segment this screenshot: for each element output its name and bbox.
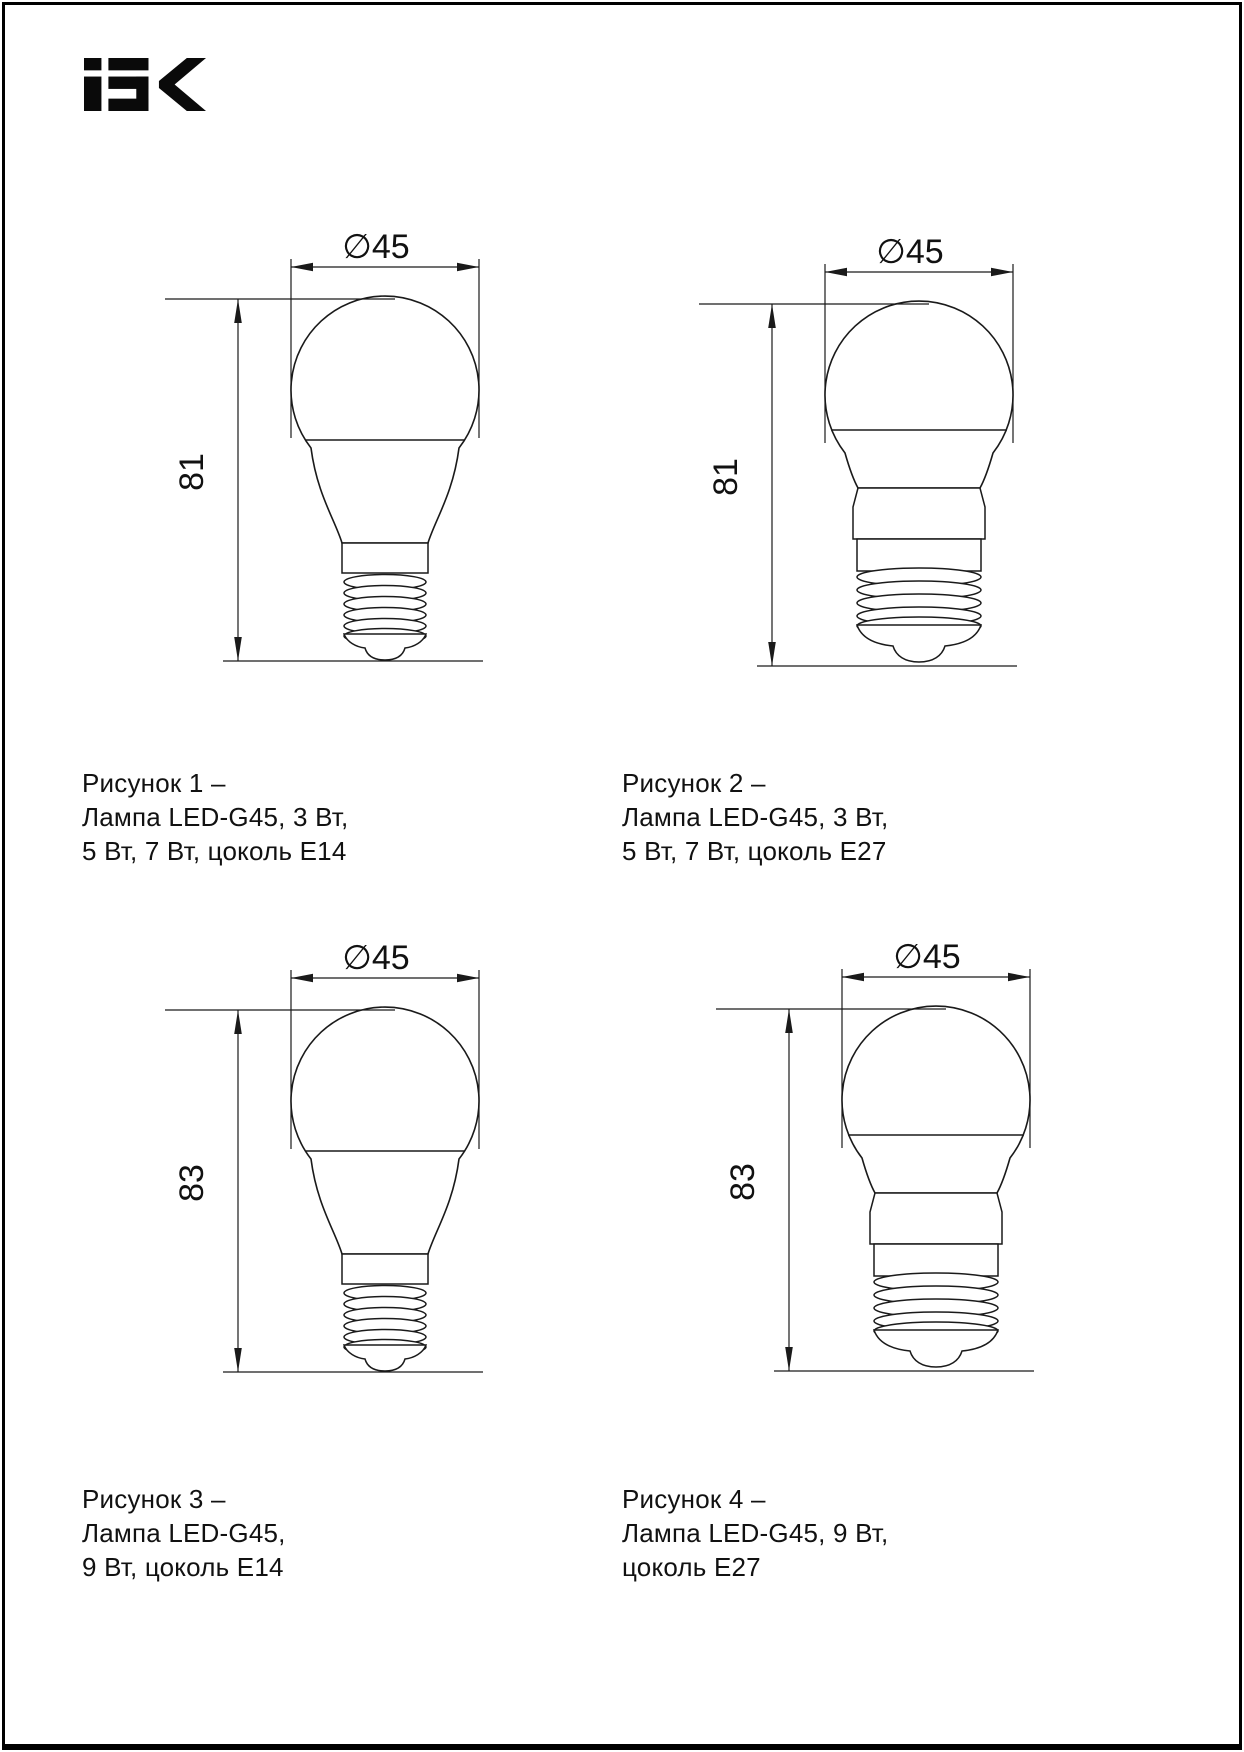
figure-3-drawing: [163, 911, 493, 1391]
lamp-drawing-e27: [842, 1006, 1030, 1367]
diameter-label: ∅45: [876, 233, 944, 271]
caption-line: 5 Вт, 7 Вт, цоколь E27: [622, 836, 887, 866]
diameter-label: ∅45: [893, 938, 961, 976]
caption-line: Лампа LED-G45,: [82, 1518, 286, 1548]
figure-4: [714, 910, 1044, 1390]
figure-2-drawing: [697, 205, 1027, 685]
figure-2-caption: [622, 766, 888, 868]
caption-line: 5 Вт, 7 Вт, цоколь E14: [82, 836, 347, 866]
caption-line: 9 Вт, цоколь E14: [82, 1552, 284, 1582]
lamp-drawing-e14: [291, 1007, 479, 1371]
figure-3-caption: [82, 1482, 286, 1584]
height-label: 81: [707, 458, 745, 496]
lamp-drawing-e14: [291, 296, 479, 660]
caption-line: Рисунок 2 –: [622, 768, 766, 798]
iek-logo-graphic: [84, 58, 206, 111]
diameter-label: ∅45: [342, 228, 410, 266]
lamp-drawing-e27: [825, 301, 1013, 662]
figure-1-drawing: [163, 200, 493, 680]
height-label: 81: [173, 453, 211, 491]
diameter-label: ∅45: [342, 939, 410, 977]
iek-logo: [84, 58, 206, 111]
height-label: 83: [724, 1163, 762, 1201]
figure-4-caption: [622, 1482, 888, 1584]
height-label: 83: [173, 1164, 211, 1202]
figure-3: [163, 911, 493, 1391]
caption-line: Лампа LED-G45, 9 Вт,: [622, 1518, 889, 1548]
figure-4-drawing: [714, 910, 1044, 1390]
figure-1-caption: [82, 766, 348, 868]
figure-1: [163, 200, 493, 680]
caption-line: Рисунок 1 –: [82, 768, 226, 798]
caption-line: Рисунок 4 –: [622, 1484, 766, 1514]
figure-2: [697, 205, 1027, 685]
caption-line: Рисунок 3 –: [82, 1484, 226, 1514]
caption-line: Лампа LED-G45, 3 Вт,: [622, 802, 889, 832]
caption-line: цоколь E27: [622, 1552, 761, 1582]
caption-line: Лампа LED-G45, 3 Вт,: [82, 802, 349, 832]
